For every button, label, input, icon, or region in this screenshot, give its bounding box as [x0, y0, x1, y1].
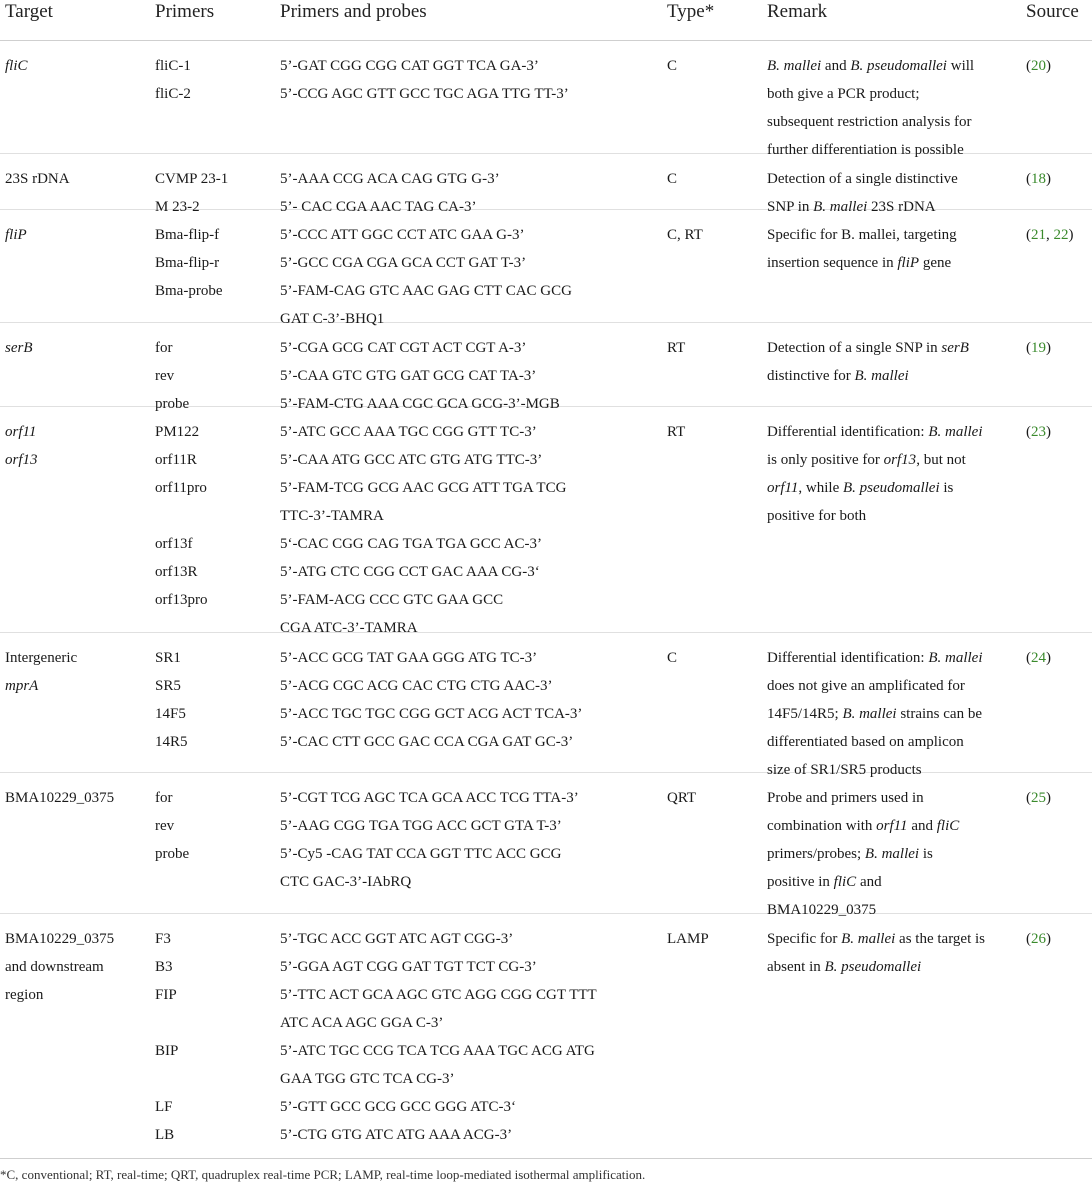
- footnote: *C, conventional; RT, real-time; QRT, quadruplex real-time PCR; LAMP, real-time loop-mediated isothermal amplification.: [0, 1158, 1092, 1183]
- remark-text: and: [856, 874, 882, 890]
- primer-name: PM122: [155, 424, 200, 440]
- source-cell: (23): [1026, 424, 1051, 440]
- remark-line: [767, 334, 1017, 362]
- remark-line: [767, 840, 1017, 868]
- remark-text: is only positive for: [767, 452, 884, 468]
- primer-name: [155, 1065, 275, 1093]
- primers-cell: [155, 925, 275, 1149]
- sequence-line: 5’-CAA GTC GTG GAT GCG CAT TA-3’: [280, 368, 537, 384]
- remark-line: [767, 474, 1017, 502]
- remark-line: [767, 52, 1017, 80]
- sequence-line: CTC GAC-3’-IAbRQ: [280, 874, 412, 890]
- remark-text: 23S rDNA: [867, 199, 936, 215]
- sequence-line: TTC-3’-TAMRA: [280, 508, 384, 524]
- remark-cell: [767, 334, 1017, 390]
- target-line: and downstream: [5, 959, 104, 975]
- primer-name: Bma-probe: [155, 283, 223, 299]
- sequence-line: 5’-FAM-TCG GCG AAC GCG ATT TGA TCG: [280, 480, 567, 496]
- remark-text: positive in: [767, 874, 834, 890]
- primer-name: B3: [155, 959, 173, 975]
- primer-name: BIP: [155, 1043, 179, 1059]
- primer-name: LF: [155, 1099, 173, 1115]
- remark-text: further differentiation is possible: [767, 142, 964, 158]
- primer-name: CVMP 23-1: [155, 171, 229, 187]
- target-line: BMA10229_0375: [5, 790, 115, 806]
- target-line: serB: [5, 340, 33, 356]
- source-cell: (21, 22): [1026, 227, 1074, 243]
- sequence-cell: [280, 221, 660, 333]
- sequence-line: 5’-FAM-ACG CCC GTC GAA GCC: [280, 592, 504, 608]
- sequence-line: 5’-ACG CGC ACG CAC CTG CTG AAC-3’: [280, 678, 553, 694]
- sequence-line: 5’-GCC CGA CGA GCA CCT GAT T-3’: [280, 255, 527, 271]
- remark-text: orf11: [767, 480, 799, 496]
- remark-cell: [767, 52, 1017, 164]
- sequence-line: 5’-ATC GCC AAA TGC CGG GTT TC-3’: [280, 424, 537, 440]
- sequence-line: 5’-FAM-CAG GTC AAC GAG CTT CAC GCG: [280, 283, 572, 299]
- remark-line: [767, 784, 1017, 812]
- primer-name: [155, 868, 275, 896]
- primer-name: orf11pro: [155, 480, 207, 496]
- remark-cell: [767, 784, 1017, 924]
- remark-text: , but not: [916, 452, 966, 468]
- primer-name: rev: [155, 818, 175, 834]
- remark-text: absent in: [767, 959, 825, 975]
- target-line: region: [5, 987, 44, 1003]
- remark-text: primers/probes;: [767, 846, 865, 862]
- reference-link[interactable]: 20: [1031, 58, 1046, 74]
- sequence-line: 5’-FAM-CTG AAA CGC GCA GCG-3’-MGB: [280, 396, 560, 412]
- primer-name: orf13pro: [155, 592, 208, 608]
- type-cell: C: [667, 171, 678, 187]
- remark-text: as the target is: [895, 931, 985, 947]
- remark-line: [767, 812, 1017, 840]
- primer-name: orf13R: [155, 564, 198, 580]
- primer-name: [155, 502, 275, 530]
- target-line: mprA: [5, 678, 39, 694]
- target-line: fliC: [5, 58, 28, 74]
- remark-line: [767, 700, 1017, 728]
- remark-text: Differential identification:: [767, 424, 929, 440]
- remark-line: [767, 249, 1017, 277]
- primer-name: F3: [155, 931, 171, 947]
- sequence-cell: [280, 644, 660, 756]
- remark-text: BMA10229_0375: [767, 902, 877, 918]
- source-cell: (24): [1026, 650, 1051, 666]
- sequence-line: 5’-CGA GCG CAT CGT ACT CGT A-3’: [280, 340, 527, 356]
- remark-text: B. mallei: [841, 931, 896, 947]
- remark-text: Specific for B. mallei, targeting: [767, 227, 957, 243]
- source-cell: (25): [1026, 790, 1051, 806]
- header-source: Source: [1026, 1, 1079, 22]
- remark-text: Detection of a single SNP in: [767, 340, 942, 356]
- target-line: orf13: [5, 452, 38, 468]
- sequence-line: 5’-CAA ATG GCC ATC GTG ATG TTC-3’: [280, 452, 543, 468]
- target-cell: [5, 925, 145, 1009]
- sequence-line: 5’-CCG AGC GTT GCC TGC AGA TTG TT-3’: [280, 86, 569, 102]
- sequence-line: 5’-AAA CCG ACA CAG GTG G-3’: [280, 171, 500, 187]
- header-primers-and-probes: Primers and probes: [280, 1, 427, 22]
- primers-cell: [155, 418, 275, 642]
- sequence-line: 5’-CTG GTG ATC ATG AAA ACG-3’: [280, 1127, 513, 1143]
- reference-link[interactable]: 19: [1031, 340, 1046, 356]
- remark-line: [767, 446, 1017, 474]
- sequence-line: 5’-ATC TGC CCG TCA TCG AAA TGC ACG ATG: [280, 1043, 595, 1059]
- type-cell: C: [667, 650, 678, 666]
- source-cell: (18): [1026, 171, 1051, 187]
- primer-name: FIP: [155, 987, 177, 1003]
- header-type: Type*: [667, 1, 715, 22]
- reference-link[interactable]: 24: [1031, 650, 1046, 666]
- target-line: Intergeneric: [5, 650, 78, 666]
- remark-text: and: [907, 818, 937, 834]
- primer-name: M 23-2: [155, 199, 200, 215]
- remark-text: B. mallei: [854, 368, 909, 384]
- primer-name: [155, 1009, 275, 1037]
- table-row: [0, 40, 1092, 158]
- remark-text: is: [939, 480, 954, 496]
- sequence-cell: [280, 925, 660, 1149]
- remark-text: gene: [919, 255, 952, 271]
- remark-line: [767, 502, 1017, 530]
- primer-name: orf13f: [155, 536, 193, 552]
- target-line: orf11: [5, 424, 37, 440]
- remark-line: [767, 925, 1017, 953]
- sequence-line: CGA ATC-3’-TAMRA: [280, 620, 418, 636]
- table-row: [0, 772, 1092, 918]
- remark-text: B. pseudomallei: [850, 58, 947, 74]
- remark-text: and: [821, 58, 851, 74]
- remark-text: subsequent restriction analysis for: [767, 114, 972, 130]
- target-cell: [5, 784, 145, 812]
- remark-cell: [767, 418, 1017, 530]
- primers-cell: [155, 784, 275, 896]
- remark-text: serB: [941, 340, 969, 356]
- primers-cell: [155, 644, 275, 756]
- primer-name: Bma-flip-r: [155, 255, 220, 271]
- remark-cell: [767, 925, 1017, 981]
- remark-line: [767, 728, 1017, 756]
- target-cell: [5, 334, 145, 362]
- remark-text: Probe and primers used in: [767, 790, 924, 806]
- source-cell: (19): [1026, 340, 1051, 356]
- sequence-line: 5’-ACC TGC TGC CGG GCT ACG ACT TCA-3’: [280, 706, 583, 722]
- primer-name: LB: [155, 1127, 175, 1143]
- remark-text: B. mallei: [842, 706, 897, 722]
- sequence-line: 5’-ACC GCG TAT GAA GGG ATG TC-3’: [280, 650, 538, 666]
- remark-text: B. mallei: [864, 846, 920, 862]
- reference-link[interactable]: 21: [1031, 227, 1046, 243]
- target-cell: [5, 418, 145, 474]
- reference-link[interactable]: 25: [1031, 790, 1046, 806]
- sequence-line: 5’- CAC CGA AAC TAG CA-3’: [280, 199, 477, 215]
- remark-text: SNP in: [767, 199, 814, 215]
- remark-text: fliC: [833, 874, 857, 890]
- remark-text: B. pseudomallei: [842, 480, 940, 496]
- type-cell: QRT: [667, 790, 697, 806]
- remark-text: strains can be: [896, 706, 982, 722]
- primer-name: orf11R: [155, 452, 197, 468]
- sequence-line: 5’-CGT TCG AGC TCA GCA ACC TCG TTA-3’: [280, 790, 579, 806]
- target-cell: [5, 644, 145, 700]
- primer-name: SR5: [155, 678, 181, 694]
- sequence-cell: [280, 52, 660, 108]
- table-row: [0, 632, 1092, 778]
- header-remark: Remark: [767, 1, 828, 22]
- target-line: 23S rDNA: [5, 171, 70, 187]
- sequence-line: 5’-CCC ATT GGC CCT ATC GAA G-3’: [280, 227, 525, 243]
- remark-text: positive for both: [767, 508, 867, 524]
- reference-link[interactable]: 23: [1031, 424, 1046, 440]
- remark-text: is: [919, 846, 933, 862]
- header-primers: Primers: [155, 1, 215, 22]
- sequence-line: 5’-TGC ACC GGT ATC AGT CGG-3’: [280, 931, 514, 947]
- remark-text: B. mallei: [928, 424, 983, 440]
- remark-text: Specific for: [767, 931, 842, 947]
- primer-name: probe: [155, 846, 190, 862]
- remark-line: [767, 165, 1017, 193]
- reference-link[interactable]: 18: [1031, 171, 1046, 187]
- remark-text: combination with: [767, 818, 877, 834]
- sequence-line: 5’-Cy5 -CAG TAT CCA GGT TTC ACC GCG: [280, 846, 562, 862]
- remark-text: does not give an amplificated for: [767, 678, 965, 694]
- remark-text: distinctive for: [767, 368, 855, 384]
- remark-line: [767, 868, 1017, 896]
- remark-text: B. mallei: [767, 58, 822, 74]
- remark-text: fliP: [897, 255, 920, 271]
- sequence-line: 5‘-CAC CGG CAG TGA TGA GCC AC-3’: [280, 536, 542, 552]
- remark-text: orf11: [876, 818, 908, 834]
- sequence-line: GAA TGG GTC TCA CG-3’: [280, 1071, 455, 1087]
- source-cell: (26): [1026, 931, 1051, 947]
- remark-line: [767, 953, 1017, 981]
- type-cell: LAMP: [667, 931, 709, 947]
- sequence-cell: [280, 418, 660, 642]
- remark-line: [767, 362, 1017, 390]
- sequence-line: 5’-GGA AGT CGG GAT TGT TCT CG-3’: [280, 959, 537, 975]
- type-cell: C: [667, 58, 678, 74]
- remark-text: insertion sequence in: [767, 255, 898, 271]
- primer-name: 14R5: [155, 734, 188, 750]
- target-cell: [5, 165, 145, 193]
- primer-name: rev: [155, 368, 175, 384]
- table-row: [0, 153, 1092, 215]
- header-target: Target: [5, 1, 53, 22]
- target-cell: [5, 52, 145, 80]
- remark-cell: [767, 221, 1017, 277]
- target-line: fliP: [5, 227, 27, 243]
- primer-name: Bma-flip-f: [155, 227, 220, 243]
- table-row: [0, 209, 1092, 327]
- source-cell: (20): [1026, 58, 1051, 74]
- remark-line: [767, 644, 1017, 672]
- reference-link[interactable]: 26: [1031, 931, 1046, 947]
- primer-name: fliC-2: [155, 86, 191, 102]
- remark-text: both give a PCR product;: [767, 86, 920, 102]
- target-cell: [5, 221, 145, 249]
- remark-text: will: [946, 58, 975, 74]
- remark-text: orf13: [883, 452, 917, 468]
- type-cell: RT: [667, 340, 686, 356]
- primer-name: for: [155, 340, 173, 356]
- type-cell: RT: [667, 424, 686, 440]
- remark-line: [767, 221, 1017, 249]
- reference-link[interactable]: 22: [1053, 227, 1069, 243]
- remark-text: B. pseudomallei: [824, 959, 922, 975]
- remark-text: 14F5/14R5;: [767, 706, 843, 722]
- primer-name: probe: [155, 396, 190, 412]
- sequence-line: ATC ACA AGC GGA C-3’: [280, 1015, 444, 1031]
- remark-line: [767, 672, 1017, 700]
- remark-text: fliC: [936, 818, 960, 834]
- remark-cell: [767, 644, 1017, 784]
- remark-line: [767, 80, 1017, 108]
- primer-name: 14F5: [155, 706, 186, 722]
- sequence-line: 5’-ATG CTC CGG CCT GAC AAA CG-3‘: [280, 564, 540, 580]
- sequence-line: 5’-TTC ACT GCA AGC GTC AGG CGG CGT TTT: [280, 987, 597, 1003]
- remark-text: Differential identification:: [767, 650, 929, 666]
- remark-line: [767, 418, 1017, 446]
- table-row: [0, 322, 1092, 412]
- table-header: [0, 0, 1092, 41]
- primer-name: SR1: [155, 650, 181, 666]
- table-row: [0, 406, 1092, 636]
- remark-text: Detection of a single distinctive: [767, 171, 958, 187]
- remark-text: , while: [798, 480, 843, 496]
- remark-line: [767, 108, 1017, 136]
- primers-cell: [155, 52, 275, 108]
- primer-name: for: [155, 790, 173, 806]
- sequence-cell: [280, 784, 660, 896]
- primer-name: fliC-1: [155, 58, 191, 74]
- sequence-line: 5’-AAG CGG TGA TGG ACC GCT GTA T-3’: [280, 818, 562, 834]
- table-row: [0, 913, 1092, 1153]
- remark-text: differentiated based on amplicon: [767, 734, 964, 750]
- sequence-line: 5’-CAC CTT GCC GAC CCA CGA GAT GC-3’: [280, 734, 574, 750]
- type-cell: C, RT: [667, 227, 703, 243]
- sequence-line: 5’-GAT CGG CGG CAT GGT TCA GA-3’: [280, 58, 539, 74]
- remark-text: size of SR1/SR5 products: [767, 762, 922, 778]
- target-line: BMA10229_0375: [5, 931, 115, 947]
- sequence-line: 5’-GTT GCC GCG GCC GGG ATC-3‘: [280, 1099, 516, 1115]
- remark-text: B. mallei: [928, 650, 983, 666]
- sequence-line: GAT C-3’-BHQ1: [280, 311, 385, 327]
- remark-text: B. mallei: [813, 199, 868, 215]
- primers-cell: [155, 221, 275, 333]
